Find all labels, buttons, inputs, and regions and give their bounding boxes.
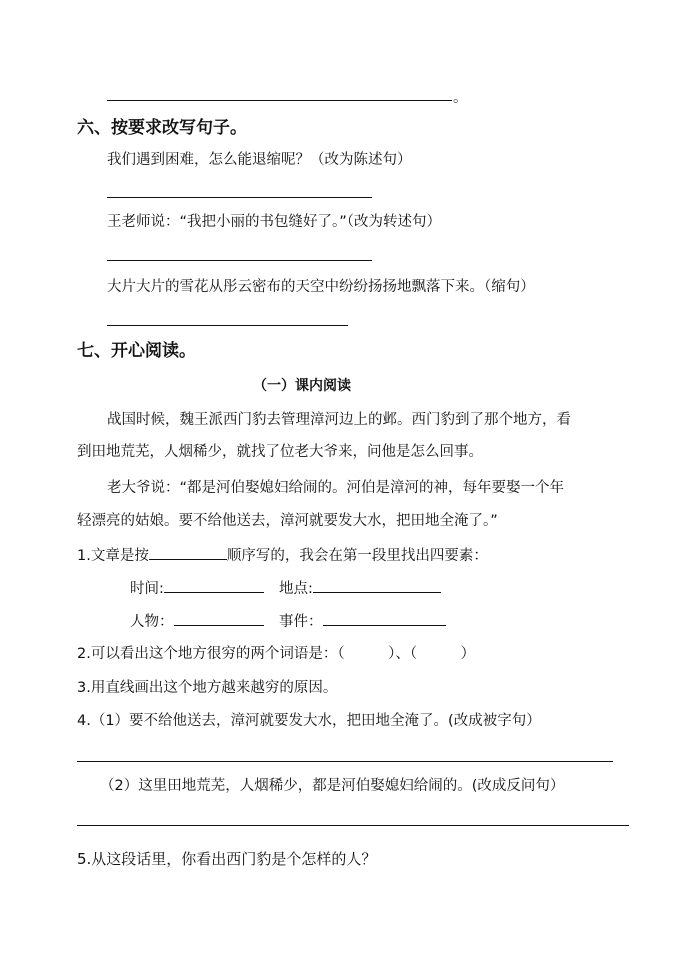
question-4-part-1: 4.（1）要不给他送去，漳河就要发大水，把田地全淹了。(改成被字句） bbox=[77, 713, 541, 729]
time-blank[interactable] bbox=[164, 578, 264, 593]
answer-line-top[interactable] bbox=[107, 100, 452, 101]
question-1-suffix: 顺序写的，我会在第一段里找出四要素： bbox=[226, 548, 488, 564]
person-field bbox=[130, 611, 264, 632]
answer-line-rewrite-2[interactable] bbox=[107, 260, 372, 261]
person-label: 人物： bbox=[130, 614, 174, 630]
passage-paragraph-1-line-1: 战国时候，魏王派西门豹去管理漳河边上的邺。西门豹到了那个地方，看 bbox=[107, 412, 571, 428]
answer-line-rewrite-3[interactable] bbox=[107, 325, 348, 326]
time-label: 时间: bbox=[130, 581, 164, 597]
answer-line-q4-2[interactable] bbox=[77, 825, 629, 826]
order-blank[interactable] bbox=[149, 545, 227, 560]
place-field bbox=[279, 578, 441, 599]
reading-subtitle: （一）课内阅读 bbox=[253, 378, 351, 394]
question-2: 2.可以看出这个地方很穷的两个词语是：（ ）、（ ） bbox=[77, 646, 476, 662]
question-1-prefix: 1.文章是按 bbox=[77, 548, 149, 564]
question-3: 3.用直线画出这个地方越来越穷的原因。 bbox=[77, 680, 338, 696]
section-7-title: 七、开心阅读。 bbox=[77, 341, 196, 361]
answer-line-rewrite-1[interactable] bbox=[107, 197, 372, 198]
time-field bbox=[130, 578, 264, 599]
rewrite-question-1: 我们遇到困难，怎么能退缩呢？（改为陈述句） bbox=[107, 152, 412, 168]
passage-paragraph-2-line-2: 轻漂亮的姑娘。要不给他送去，漳河就要发大水，把田地全淹了。” bbox=[77, 513, 498, 529]
rewrite-question-2: 王老师说：“我把小丽的书包缝好了。”（改为转述句） bbox=[107, 214, 442, 230]
question-5: 5.从这段话里，你看出西门豹是个怎样的人？ bbox=[77, 850, 377, 868]
place-blank[interactable] bbox=[313, 578, 441, 593]
section-6-title: 六、按要求改写句子。 bbox=[77, 118, 247, 138]
place-label: 地点: bbox=[279, 581, 313, 597]
person-blank[interactable] bbox=[174, 611, 264, 626]
event-blank[interactable] bbox=[323, 611, 446, 626]
event-label: 事件： bbox=[279, 614, 323, 630]
period-mark: 。 bbox=[453, 90, 468, 106]
rewrite-question-3: 大片大片的雪花从彤云密布的天空中纷纷扬扬地飘落下来。（缩句） bbox=[107, 279, 535, 295]
event-field bbox=[279, 611, 446, 632]
question-4-part-2: （2）这里田地荒芜，人烟稀少，都是河伯娶媳妇给闹的。(改成反问句） bbox=[100, 778, 565, 794]
passage-paragraph-2-line-1: 老大爷说：“都是河伯娶媳妇给闹的。河伯是漳河的神，每年要娶一个年 bbox=[107, 480, 565, 496]
passage-paragraph-1-line-2: 到田地荒芜，人烟稀少，就找了位老大爷来，问他是怎么回事。 bbox=[77, 444, 483, 460]
answer-line-q4-1[interactable] bbox=[77, 761, 613, 762]
question-1 bbox=[77, 545, 488, 566]
